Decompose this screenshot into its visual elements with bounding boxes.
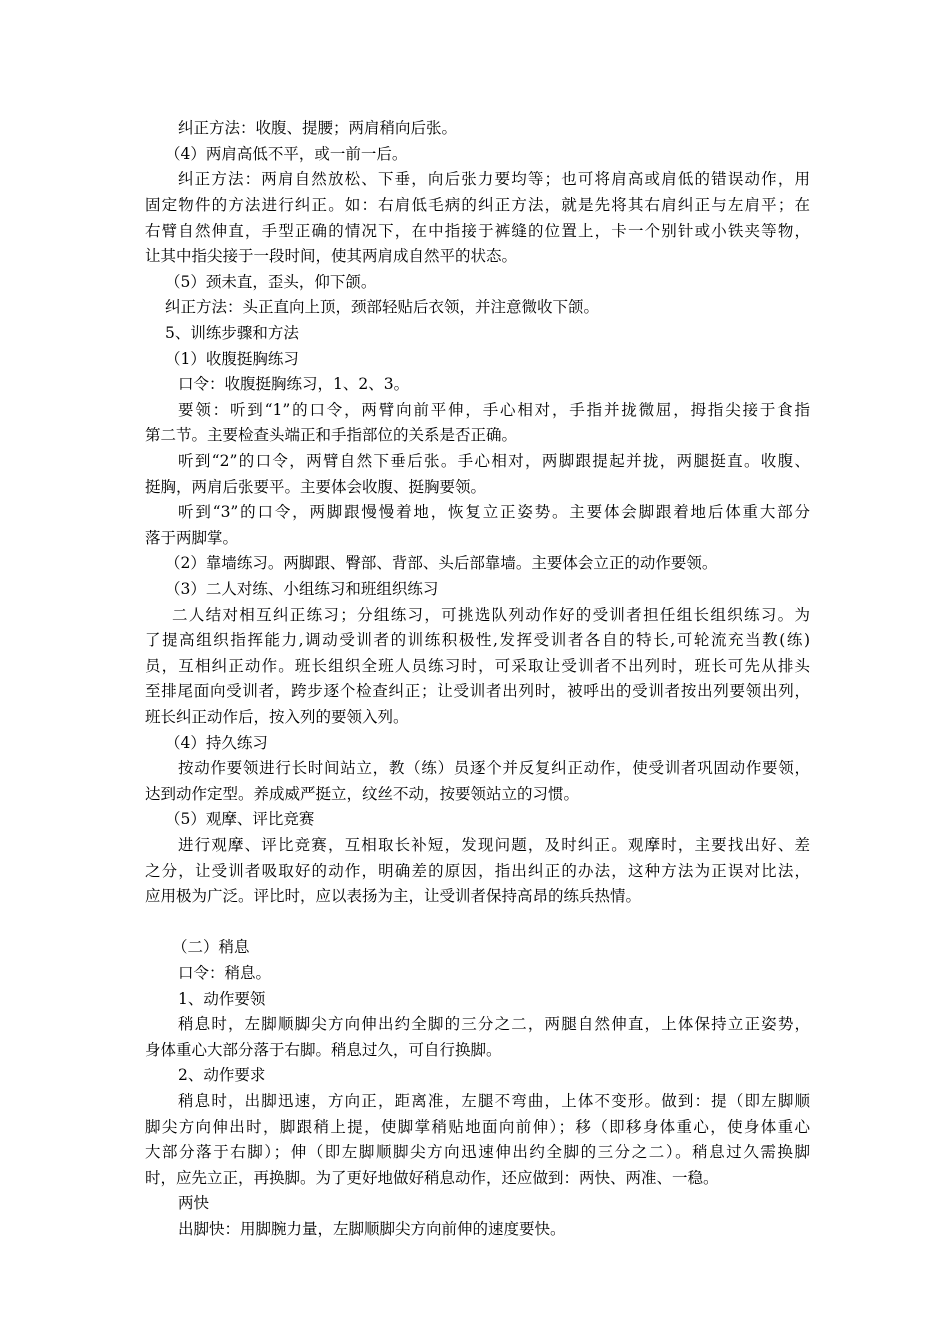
text-line: 二人结对相互纠正练习；分组练习，可挑选队列动作好的受训者担任组长组织练习。为 bbox=[172, 606, 810, 624]
text-line: 了提高组织指挥能力,调动受训者的训练积极性,发挥受训者各自的特长,可轮流充当教(练) bbox=[145, 631, 810, 649]
subsection-heading: （5）观摩、评比竞赛 bbox=[165, 810, 315, 828]
text-line: （5）颈未直，歪头，仰下颌。 bbox=[165, 273, 377, 291]
text-line: 听到“2”的口令，两臂自然下垂后张。手心相对，两脚跟提起并拢，两腿挺直。收腹、 bbox=[178, 452, 810, 470]
text-line: 纠正方法：两肩自然放松、下垂，向后张力要均等；也可将肩高或肩低的错误动作，用 bbox=[178, 170, 810, 188]
section-heading: 5、训练步骤和方法 bbox=[165, 324, 299, 342]
text-line: 第二节。主要检查头端正和手指部位的关系是否正确。 bbox=[145, 426, 518, 444]
subsection-heading: （4）持久练习 bbox=[165, 734, 268, 752]
text-line: 纠正方法：收腹、提腰；两肩稍向后张。 bbox=[178, 119, 458, 137]
text-line: （4）两肩高低不平，或一前一后。 bbox=[165, 145, 408, 163]
text-line: 稍息时，左脚顺脚尖方向伸出约全脚的三分之二，两腿自然伸直，上体保持立正姿势， bbox=[178, 1015, 810, 1033]
section-heading: （二）稍息 bbox=[172, 938, 250, 956]
text-line: 应用极为广泛。评比时，应以表扬为主，让受训者保持高昂的练兵热情。 bbox=[145, 887, 642, 905]
text-line: 出脚快：用脚腕力量，左脚顺脚尖方向前伸的速度要快。 bbox=[178, 1220, 566, 1238]
text-line: 进行观摩、评比竞赛，互相取长补短，发现问题，及时纠正。观摩时，主要找出好、差 bbox=[178, 836, 810, 854]
text-line: （2）靠墙练习。两脚跟、臀部、背部、头后部靠墙。主要体会立正的动作要领。 bbox=[165, 554, 718, 572]
text-line: 大部分落于右脚）；伸（即左脚顺脚尖方向迅速伸出约全脚的三分之二）。稍息过久需换脚 bbox=[145, 1143, 810, 1161]
subsection-heading: （1）收腹挺胸练习 bbox=[165, 350, 299, 368]
text-line: 要领：听到“1”的口令，两臂向前平伸，手心相对，手指并拢微屈，拇指尖接于食指 bbox=[178, 401, 810, 419]
text-line: 班长纠正动作后，按入列的要领入列。 bbox=[145, 708, 409, 726]
subsection-heading: （3）二人对练、小组练习和班组织练习 bbox=[165, 580, 439, 598]
text-line: 脚尖方向伸出时，脚跟稍上提，使脚掌稍贴地面向前伸）；移（即移身体重心，使身体重心 bbox=[145, 1118, 810, 1136]
text-line: 固定物件的方法进行纠正。如：右肩低毛病的纠正方法，就是先将其右肩纠正与左肩平；在 bbox=[145, 196, 810, 214]
text-line: 达到动作定型。养成威严挺立，纹丝不动，按要领站立的习惯。 bbox=[145, 785, 580, 803]
text-line: 身体重心大部分落于右脚。稍息过久，可自行换脚。 bbox=[145, 1041, 502, 1059]
section-heading: 1、动作要领 bbox=[178, 990, 266, 1008]
text-line: 纠正方法：头正直向上顶，颈部轻贴后衣领，并注意微收下颌。 bbox=[165, 298, 600, 316]
text-line: 落于两脚掌。 bbox=[145, 529, 239, 547]
text-line: 两快 bbox=[178, 1194, 210, 1212]
text-line: 让其中指尖接于一段时间，使其两肩成自然平的状态。 bbox=[145, 247, 518, 265]
text-line: 时，应先立正，再换脚。为了更好地做好稍息动作，还应做到：两快、两准、一稳。 bbox=[145, 1169, 719, 1187]
text-line: 按动作要领进行长时间站立，教（练）员逐个并反复纠正动作，使受训者巩固动作要领， bbox=[178, 759, 810, 777]
section-heading: 2、动作要求 bbox=[178, 1066, 266, 1084]
text-line: 挺胸，两肩后张要平。主要体会收腹、挺胸要领。 bbox=[145, 478, 487, 496]
text-line: 稍息时，出脚迅速，方向正，距离准，左腿不弯曲，上体不变形。做到：提（即左脚顺 bbox=[178, 1092, 810, 1110]
text-line: 口令：稍息。 bbox=[178, 964, 272, 982]
text-line: 听到“3”的口令，两脚跟慢慢着地，恢复立正姿势。主要体会脚跟着地后体重大部分 bbox=[178, 503, 810, 521]
text-line: 至排尾面向受训者，跨步逐个检查纠正；让受训者出列时，被呼出的受训者按出列要领出列， bbox=[145, 682, 810, 700]
text-line: 员，互相纠正动作。班长组织全班人员练习时，可采取让受训者不出列时，班长可先从排头 bbox=[145, 657, 810, 675]
text-line: 口令：收腹挺胸练习，1、2、3。 bbox=[178, 375, 410, 393]
text-line: 右臂自然伸直，手型正确的情况下，在中指接于裤缝的位置上，卡一个别针或小铁夹等物， bbox=[145, 222, 810, 240]
text-line: 之分，让受训者吸取好的动作，明确差的原因，指出纠正的办法，这种方法为正误对比法， bbox=[145, 862, 810, 880]
